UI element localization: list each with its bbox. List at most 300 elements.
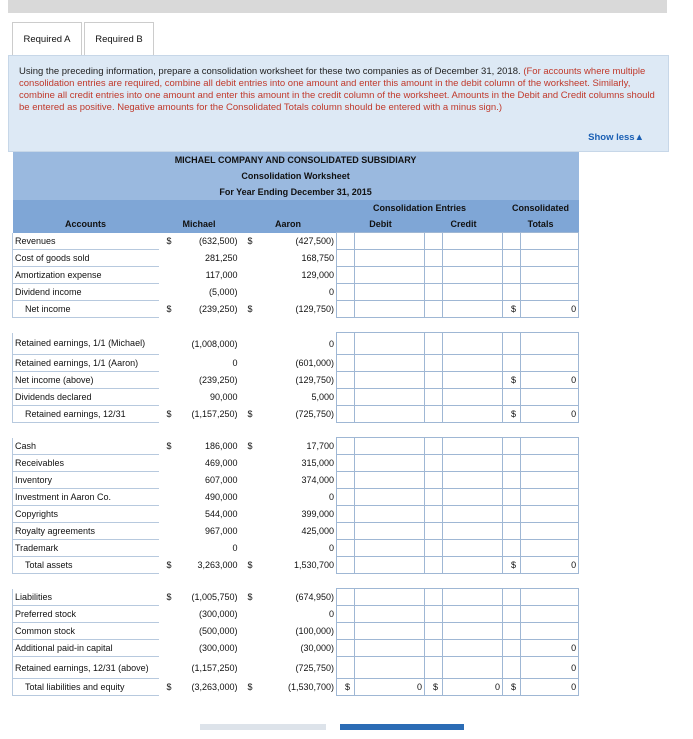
total-dollar[interactable]: $ bbox=[503, 406, 521, 423]
credit-dollar[interactable] bbox=[425, 472, 443, 489]
michael-dollar bbox=[159, 640, 177, 657]
aaron-dollar bbox=[240, 523, 262, 540]
credit-input[interactable] bbox=[443, 372, 503, 389]
credit-input[interactable] bbox=[443, 623, 503, 640]
aaron-amount: 0 bbox=[328, 609, 334, 619]
aaron-dollar bbox=[240, 472, 262, 489]
aaron-amount: 0 bbox=[328, 492, 334, 502]
aaron-dollar: $ bbox=[247, 409, 253, 419]
account-label: Investment in Aaron Co. bbox=[13, 489, 159, 506]
credit-dollar[interactable] bbox=[425, 606, 443, 623]
debit-input[interactable]: 0 bbox=[355, 679, 425, 696]
table-row bbox=[13, 233, 579, 250]
debit-dollar[interactable] bbox=[337, 406, 355, 423]
michael-amount: 117,000 bbox=[205, 270, 238, 280]
spacer-row bbox=[13, 574, 579, 589]
credit-input[interactable] bbox=[443, 438, 503, 455]
tab-required-a[interactable]: Required A bbox=[12, 22, 82, 55]
michael-amount: (300,000) bbox=[198, 643, 238, 653]
total-input[interactable] bbox=[521, 267, 579, 284]
total-input[interactable] bbox=[521, 233, 579, 250]
debit-dollar[interactable] bbox=[337, 267, 355, 284]
debit-input[interactable] bbox=[355, 284, 425, 301]
total-input[interactable] bbox=[521, 589, 579, 606]
aaron-amount: (129,750) bbox=[295, 375, 334, 385]
credit-input[interactable] bbox=[443, 540, 503, 557]
aaron-dollar: $ bbox=[247, 304, 253, 314]
account-label: Amortization expense bbox=[13, 267, 159, 284]
account-label: Inventory bbox=[13, 472, 159, 489]
credit-input[interactable] bbox=[443, 489, 503, 506]
michael-dollar: $ bbox=[166, 560, 172, 570]
account-label: Total liabilities and equity bbox=[13, 679, 159, 696]
table-row bbox=[13, 557, 579, 574]
debit-dollar[interactable] bbox=[337, 540, 355, 557]
credit-input[interactable] bbox=[443, 455, 503, 472]
debit-dollar[interactable] bbox=[337, 489, 355, 506]
aaron-dollar: $ bbox=[247, 441, 253, 451]
credit-input[interactable] bbox=[443, 250, 503, 267]
michael-dollar: $ bbox=[166, 236, 172, 246]
total-dollar[interactable] bbox=[503, 250, 521, 267]
aaron-amount: (427,500) bbox=[295, 236, 334, 246]
account-label: Royalty agreements bbox=[13, 523, 159, 540]
total-input[interactable]: 0 bbox=[521, 406, 579, 423]
michael-dollar bbox=[159, 455, 177, 472]
aaron-amount: 0 bbox=[328, 338, 334, 349]
credit-dollar[interactable] bbox=[425, 623, 443, 640]
debit-input[interactable] bbox=[355, 438, 425, 455]
account-label: Preferred stock bbox=[13, 606, 159, 623]
table-row bbox=[13, 333, 579, 355]
sheet-title: MICHAEL COMPANY AND CONSOLIDATED SUBSIDIARY bbox=[13, 152, 579, 168]
michael-amount: 469,000 bbox=[204, 458, 238, 468]
total-input[interactable] bbox=[521, 489, 579, 506]
table-row bbox=[13, 372, 579, 389]
aaron-amount: 5,000 bbox=[311, 392, 334, 402]
total-dollar[interactable] bbox=[503, 606, 521, 623]
debit-dollar[interactable] bbox=[337, 557, 355, 574]
michael-dollar bbox=[159, 389, 177, 406]
instructions-panel bbox=[8, 55, 669, 152]
table-row bbox=[13, 406, 579, 423]
total-input[interactable] bbox=[521, 623, 579, 640]
total-dollar[interactable] bbox=[503, 540, 521, 557]
debit-dollar[interactable] bbox=[337, 606, 355, 623]
total-input[interactable] bbox=[521, 250, 579, 267]
debit-dollar[interactable] bbox=[337, 640, 355, 657]
michael-dollar bbox=[159, 267, 177, 284]
credit-dollar[interactable] bbox=[425, 657, 443, 679]
aaron-dollar: $ bbox=[247, 682, 253, 692]
aaron-amount: 17,700 bbox=[306, 441, 334, 451]
debit-input[interactable] bbox=[355, 523, 425, 540]
table-row bbox=[13, 657, 579, 679]
total-input[interactable] bbox=[521, 606, 579, 623]
michael-amount: 544,000 bbox=[204, 509, 238, 519]
total-dollar[interactable] bbox=[503, 267, 521, 284]
aaron-dollar bbox=[240, 640, 262, 657]
debit-dollar[interactable] bbox=[337, 372, 355, 389]
debit-dollar[interactable] bbox=[337, 389, 355, 406]
account-label: Retained earnings, 12/31 (above) bbox=[13, 657, 159, 679]
total-input[interactable]: 0 bbox=[521, 557, 579, 574]
aaron-dollar bbox=[240, 389, 262, 406]
aaron-amount: 0 bbox=[328, 287, 334, 297]
aaron-dollar: $ bbox=[247, 592, 253, 602]
credit-input[interactable] bbox=[443, 389, 503, 406]
aaron-dollar: $ bbox=[247, 560, 253, 570]
credit-dollar[interactable] bbox=[425, 523, 443, 540]
debit-dollar[interactable] bbox=[337, 506, 355, 523]
debit-dollar[interactable] bbox=[337, 355, 355, 372]
spacer-row bbox=[13, 318, 579, 333]
aaron-amount: 399,000 bbox=[301, 509, 334, 519]
michael-dollar: $ bbox=[166, 441, 172, 451]
credit-input[interactable] bbox=[443, 267, 503, 284]
table-row bbox=[13, 389, 579, 406]
total-dollar[interactable] bbox=[503, 506, 521, 523]
account-label: Revenues bbox=[13, 233, 159, 250]
table-row bbox=[13, 589, 579, 606]
total-dollar[interactable] bbox=[503, 284, 521, 301]
account-label: Total assets bbox=[13, 557, 159, 574]
michael-dollar bbox=[159, 250, 177, 267]
instructions-note: (For accounts where multiple consolidation entries are required, combine all debit entries into one amount and enter this amount in the debit column of the worksheet. Similarly, combine all credit entries into one amount and enter this amount in the credit column of the worksheet. Amounts in the Debit and Credit columns should be entered as positive. Negative amounts for the Consolidated Totals column should be entered with a minus sign.) bbox=[19, 66, 655, 113]
total-dollar[interactable] bbox=[503, 623, 521, 640]
michael-dollar bbox=[159, 506, 177, 523]
credit-dollar[interactable] bbox=[425, 267, 443, 284]
aaron-amount: 1,530,700 bbox=[293, 560, 334, 570]
account-label: Dividend income bbox=[13, 284, 159, 301]
debit-input[interactable] bbox=[355, 489, 425, 506]
credit-dollar[interactable] bbox=[425, 438, 443, 455]
debit-input[interactable] bbox=[355, 233, 425, 250]
debit-input[interactable] bbox=[355, 455, 425, 472]
account-label: Retained earnings, 12/31 bbox=[13, 406, 159, 423]
aaron-amount: 129,000 bbox=[301, 270, 334, 280]
credit-input[interactable] bbox=[443, 355, 503, 372]
aaron-dollar bbox=[240, 540, 262, 557]
total-dollar[interactable] bbox=[503, 523, 521, 540]
total-input[interactable] bbox=[521, 355, 579, 372]
credit-dollar[interactable] bbox=[425, 640, 443, 657]
table-row bbox=[13, 250, 579, 267]
credit-dollar[interactable] bbox=[425, 540, 443, 557]
total-input[interactable] bbox=[521, 333, 579, 355]
worksheet-table bbox=[12, 152, 579, 696]
table-row bbox=[13, 355, 579, 372]
table-row bbox=[13, 455, 579, 472]
aaron-amount: 374,000 bbox=[301, 475, 334, 485]
table-row bbox=[13, 506, 579, 523]
total-input[interactable] bbox=[521, 540, 579, 557]
debit-dollar[interactable] bbox=[337, 301, 355, 318]
michael-amount: 90,000 bbox=[209, 392, 238, 402]
account-label: Common stock bbox=[13, 623, 159, 640]
consolidated-header: Consolidated bbox=[503, 200, 579, 216]
michael-dollar: $ bbox=[166, 409, 172, 419]
tab-required-b[interactable]: Required B bbox=[84, 22, 154, 55]
prev-button[interactable] bbox=[200, 724, 326, 730]
debit-input[interactable] bbox=[355, 472, 425, 489]
table-row bbox=[13, 489, 579, 506]
account-label: Retained earnings, 1/1 (Michael) bbox=[13, 333, 159, 355]
aaron-amount: (129,750) bbox=[295, 304, 334, 314]
consolidation-entries-header: Consolidation Entries bbox=[337, 200, 503, 216]
credit-input[interactable] bbox=[443, 506, 503, 523]
instructions-text bbox=[19, 66, 659, 114]
michael-dollar bbox=[159, 523, 177, 540]
aaron-amount: (674,950) bbox=[295, 592, 334, 602]
michael-dollar bbox=[159, 333, 177, 355]
spacer-row bbox=[13, 423, 579, 438]
total-dollar[interactable] bbox=[503, 640, 521, 657]
total-input[interactable]: 0 bbox=[521, 372, 579, 389]
debit-input[interactable] bbox=[355, 301, 425, 318]
table-row bbox=[13, 267, 579, 284]
debit-input[interactable] bbox=[355, 372, 425, 389]
aaron-dollar bbox=[240, 372, 262, 389]
aaron-amount: (725,750) bbox=[295, 409, 334, 419]
total-input[interactable] bbox=[521, 455, 579, 472]
credit-dollar[interactable] bbox=[425, 301, 443, 318]
account-label: Copyrights bbox=[13, 506, 159, 523]
total-input[interactable]: 0 bbox=[521, 301, 579, 318]
aaron-dollar bbox=[240, 506, 262, 523]
total-dollar[interactable] bbox=[503, 233, 521, 250]
total-dollar[interactable]: $ bbox=[503, 301, 521, 318]
debit-input[interactable] bbox=[355, 333, 425, 355]
michael-dollar: $ bbox=[166, 304, 172, 314]
total-dollar[interactable] bbox=[503, 438, 521, 455]
michael-dollar bbox=[159, 657, 177, 679]
col-totals: Totals bbox=[503, 216, 579, 233]
debit-input[interactable] bbox=[355, 657, 425, 679]
instructions-main: Using the preceding information, prepare a consolidation worksheet for these two companies as of December 31, 2018. bbox=[19, 66, 521, 77]
credit-dollar[interactable] bbox=[425, 589, 443, 606]
account-label: Trademark bbox=[13, 540, 159, 557]
col-michael: Michael bbox=[159, 216, 240, 233]
consolidation-worksheet bbox=[12, 152, 578, 696]
col-accounts: Accounts bbox=[13, 216, 159, 233]
aaron-dollar bbox=[240, 623, 262, 640]
credit-input[interactable]: 0 bbox=[443, 679, 503, 696]
total-input[interactable]: 0 bbox=[521, 657, 579, 679]
credit-dollar[interactable] bbox=[425, 389, 443, 406]
debit-input[interactable] bbox=[355, 389, 425, 406]
credit-input[interactable] bbox=[443, 657, 503, 679]
total-dollar[interactable] bbox=[503, 355, 521, 372]
debit-input[interactable] bbox=[355, 506, 425, 523]
debit-input[interactable] bbox=[355, 406, 425, 423]
credit-input[interactable] bbox=[443, 333, 503, 355]
aaron-amount: (725,750) bbox=[295, 662, 334, 673]
account-label: Dividends declared bbox=[13, 389, 159, 406]
aaron-amount: 425,000 bbox=[301, 526, 334, 536]
credit-dollar[interactable] bbox=[425, 372, 443, 389]
total-dollar[interactable] bbox=[503, 657, 521, 679]
credit-input[interactable] bbox=[443, 301, 503, 318]
michael-amount: (5,000) bbox=[208, 287, 238, 297]
credit-input[interactable] bbox=[443, 233, 503, 250]
michael-dollar bbox=[159, 489, 177, 506]
debit-input[interactable] bbox=[355, 267, 425, 284]
aaron-amount: 0 bbox=[328, 543, 334, 553]
credit-dollar[interactable] bbox=[425, 557, 443, 574]
total-input[interactable] bbox=[521, 389, 579, 406]
aaron-dollar bbox=[240, 455, 262, 472]
total-input[interactable] bbox=[521, 523, 579, 540]
tab-bar bbox=[12, 22, 156, 55]
aaron-dollar: $ bbox=[247, 236, 253, 246]
aaron-dollar bbox=[240, 355, 262, 372]
debit-input[interactable] bbox=[355, 540, 425, 557]
michael-dollar bbox=[159, 472, 177, 489]
debit-input[interactable] bbox=[355, 250, 425, 267]
top-bar bbox=[8, 0, 667, 13]
michael-dollar bbox=[159, 606, 177, 623]
aaron-amount: 315,000 bbox=[301, 458, 334, 468]
aaron-dollar bbox=[240, 284, 262, 301]
michael-dollar bbox=[159, 284, 177, 301]
debit-input[interactable] bbox=[355, 557, 425, 574]
credit-input[interactable] bbox=[443, 523, 503, 540]
debit-dollar[interactable] bbox=[337, 589, 355, 606]
michael-amount: (1,008,000) bbox=[191, 338, 238, 349]
total-input[interactable] bbox=[521, 472, 579, 489]
credit-input[interactable] bbox=[443, 606, 503, 623]
account-label: Net income (above) bbox=[13, 372, 159, 389]
total-dollar[interactable] bbox=[503, 455, 521, 472]
credit-input[interactable] bbox=[443, 472, 503, 489]
credit-dollar[interactable]: $ bbox=[425, 679, 443, 696]
michael-dollar bbox=[159, 355, 177, 372]
table-row bbox=[13, 640, 579, 657]
michael-amount: 607,000 bbox=[204, 475, 238, 485]
total-input[interactable]: 0 bbox=[521, 640, 579, 657]
michael-amount: (1,005,750) bbox=[191, 592, 238, 602]
aaron-amount: 168,750 bbox=[301, 253, 334, 263]
credit-input[interactable] bbox=[443, 557, 503, 574]
debit-dollar[interactable] bbox=[337, 438, 355, 455]
debit-input[interactable] bbox=[355, 640, 425, 657]
aaron-amount: (100,000) bbox=[295, 626, 334, 636]
credit-dollar[interactable] bbox=[425, 233, 443, 250]
aaron-amount: (1,530,700) bbox=[287, 682, 334, 692]
table-row bbox=[13, 284, 579, 301]
credit-dollar[interactable] bbox=[425, 250, 443, 267]
account-label: Receivables bbox=[13, 455, 159, 472]
total-dollar[interactable]: $ bbox=[503, 557, 521, 574]
total-input[interactable] bbox=[521, 438, 579, 455]
account-label: Additional paid-in capital bbox=[13, 640, 159, 657]
credit-input[interactable] bbox=[443, 589, 503, 606]
michael-amount: 0 bbox=[232, 543, 238, 553]
debit-dollar[interactable] bbox=[337, 333, 355, 355]
debit-dollar[interactable] bbox=[337, 233, 355, 250]
aaron-dollar bbox=[240, 657, 262, 679]
michael-amount: (500,000) bbox=[198, 626, 238, 636]
credit-input[interactable] bbox=[443, 284, 503, 301]
michael-amount: 967,000 bbox=[204, 526, 238, 536]
aaron-amount: (601,000) bbox=[295, 358, 334, 368]
table-row bbox=[13, 623, 579, 640]
credit-input[interactable] bbox=[443, 640, 503, 657]
debit-dollar[interactable] bbox=[337, 455, 355, 472]
aaron-dollar bbox=[240, 250, 262, 267]
table-row bbox=[13, 523, 579, 540]
debit-input[interactable] bbox=[355, 589, 425, 606]
account-label: Cost of goods sold bbox=[13, 250, 159, 267]
michael-amount: (1,157,250) bbox=[191, 409, 238, 419]
total-dollar[interactable] bbox=[503, 333, 521, 355]
total-dollar[interactable] bbox=[503, 489, 521, 506]
debit-dollar[interactable] bbox=[337, 284, 355, 301]
michael-dollar: $ bbox=[166, 682, 172, 692]
debit-dollar[interactable] bbox=[337, 472, 355, 489]
michael-amount: (300,000) bbox=[198, 609, 238, 619]
michael-amount: (3,263,000) bbox=[191, 682, 238, 692]
next-button[interactable] bbox=[340, 724, 464, 730]
total-dollar[interactable] bbox=[503, 472, 521, 489]
table-row bbox=[13, 679, 579, 696]
total-dollar[interactable] bbox=[503, 589, 521, 606]
total-input[interactable] bbox=[521, 284, 579, 301]
debit-dollar[interactable] bbox=[337, 623, 355, 640]
table-row bbox=[13, 606, 579, 623]
total-input[interactable] bbox=[521, 506, 579, 523]
michael-dollar bbox=[159, 372, 177, 389]
sheet-period: For Year Ending December 31, 2015 bbox=[13, 184, 579, 200]
col-debit: Debit bbox=[337, 216, 425, 233]
total-dollar[interactable]: $ bbox=[503, 372, 521, 389]
michael-amount: 490,000 bbox=[204, 492, 238, 502]
credit-dollar[interactable] bbox=[425, 406, 443, 423]
debit-dollar[interactable]: $ bbox=[337, 679, 355, 696]
michael-amount: 0 bbox=[232, 358, 238, 368]
debit-dollar[interactable] bbox=[337, 657, 355, 679]
credit-dollar[interactable] bbox=[425, 489, 443, 506]
aaron-amount: (30,000) bbox=[300, 643, 334, 653]
debit-input[interactable] bbox=[355, 355, 425, 372]
credit-dollar[interactable] bbox=[425, 455, 443, 472]
michael-dollar: $ bbox=[166, 592, 172, 602]
total-dollar[interactable]: $ bbox=[503, 679, 521, 696]
account-label: Cash bbox=[13, 438, 159, 455]
credit-dollar[interactable] bbox=[425, 284, 443, 301]
credit-dollar[interactable] bbox=[425, 333, 443, 355]
table-row bbox=[13, 540, 579, 557]
debit-input[interactable] bbox=[355, 623, 425, 640]
debit-dollar[interactable] bbox=[337, 250, 355, 267]
account-label: Net income bbox=[13, 301, 159, 318]
sheet-subtitle: Consolidation Worksheet bbox=[13, 168, 579, 184]
debit-input[interactable] bbox=[355, 606, 425, 623]
table-row bbox=[13, 301, 579, 318]
aaron-dollar bbox=[240, 333, 262, 355]
show-less-link[interactable]: Show less▲ bbox=[588, 132, 644, 143]
total-input[interactable]: 0 bbox=[521, 679, 579, 696]
debit-dollar[interactable] bbox=[337, 523, 355, 540]
michael-amount: 186,000 bbox=[204, 441, 238, 451]
total-dollar[interactable] bbox=[503, 389, 521, 406]
credit-dollar[interactable] bbox=[425, 355, 443, 372]
credit-dollar[interactable] bbox=[425, 506, 443, 523]
michael-amount: (1,157,250) bbox=[191, 662, 238, 673]
credit-input[interactable] bbox=[443, 406, 503, 423]
col-aaron: Aaron bbox=[240, 216, 337, 233]
